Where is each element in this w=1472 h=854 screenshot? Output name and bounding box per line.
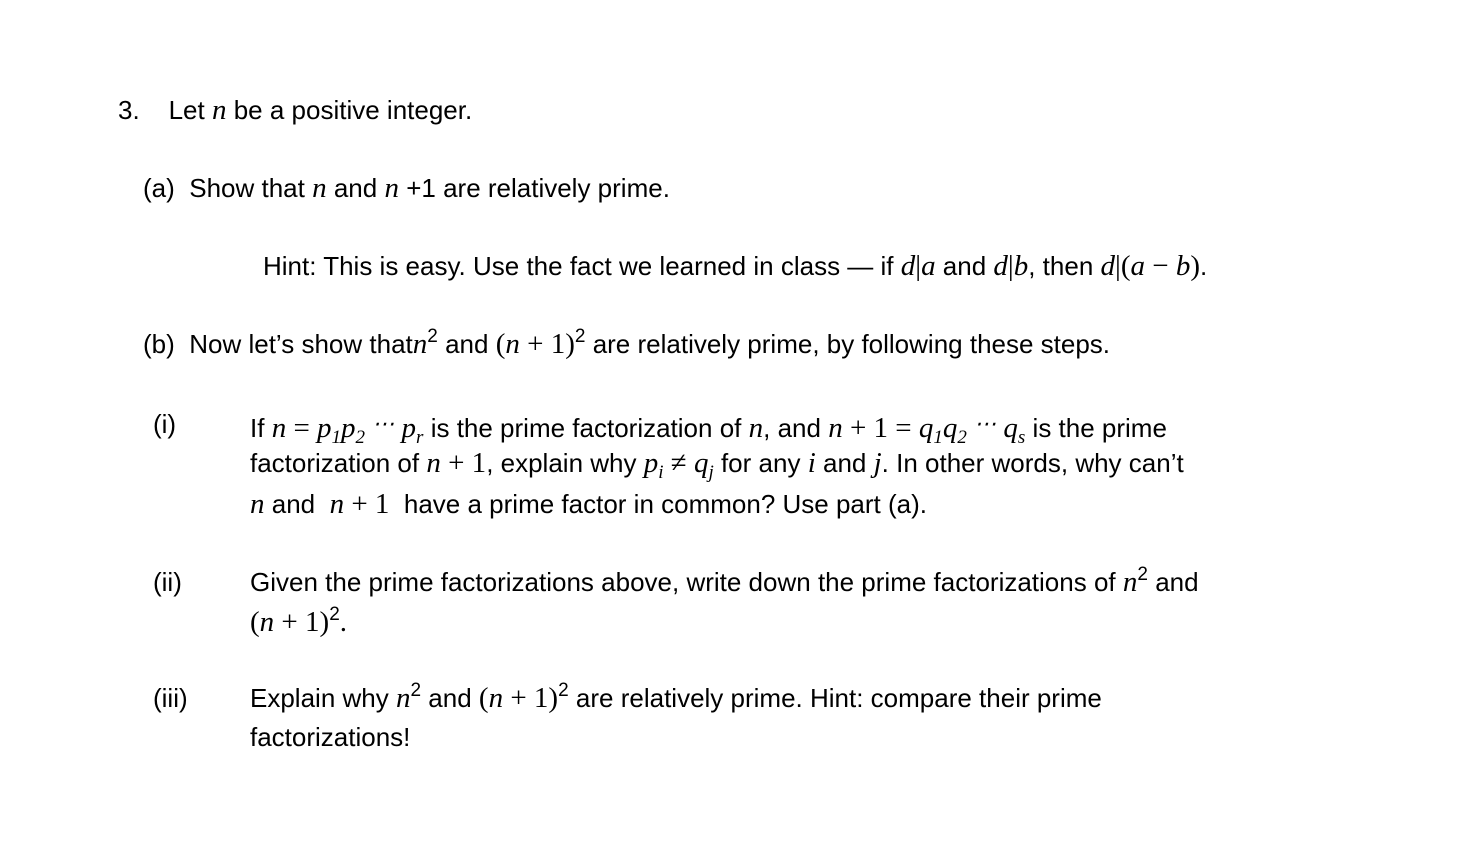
part-b-text: Now let’s show that — [189, 329, 413, 359]
math-p-neq-q: $p_i \ne q_j$ — [643, 447, 714, 483]
hint-text: Hint: This is easy. Use the fact we learned in class — if — [263, 251, 894, 281]
step-iii-line1 — [250, 678, 1102, 718]
step-i-line3 — [250, 484, 927, 524]
step-i-text: . In other words, why can’t — [881, 448, 1184, 478]
step-ii-text: and — [1155, 567, 1199, 597]
math-d-divides-b: d|b — [993, 250, 1029, 282]
math-i: i — [807, 447, 816, 479]
step-iii-line2: factorizations! — [250, 722, 411, 752]
step-i-label: (i) — [153, 409, 177, 439]
step-ii-text: Given the prime factorizations above, write down the prime factorizations of — [250, 567, 1116, 597]
step-ii-label: (ii) — [153, 567, 182, 597]
math-n-squared: $n^2$ — [395, 680, 422, 714]
math-n-plus-1: n + 1 — [426, 447, 487, 479]
problem-header — [118, 90, 472, 130]
step-i-text: is the prime factorization of — [430, 413, 742, 443]
step-ii-line2 — [250, 602, 347, 642]
math-n-plus-1: n + 1 — [329, 488, 390, 520]
part-a-hint — [263, 246, 1207, 286]
math-factorization-n: $n = p_1p_2$ ⋯ $p_r$ — [271, 411, 424, 448]
step-i-text: and — [822, 448, 867, 478]
math-n: n — [211, 94, 227, 126]
math-n: n — [748, 412, 764, 444]
step-iii-text: and — [428, 683, 472, 713]
math-n-plus-1-squared: $(n + 1)^2$ — [478, 680, 569, 714]
problem-intro: be a positive integer. — [233, 95, 473, 125]
hint-text: and — [942, 251, 987, 281]
step-ii-line1 — [250, 562, 1199, 602]
problem-let: Let — [168, 95, 205, 125]
step-i-text: , explain why — [486, 448, 637, 478]
part-b-label: (b) — [143, 329, 175, 359]
math-n: n — [312, 172, 327, 204]
step-i-text: If — [250, 413, 265, 443]
hint-end: . — [1200, 251, 1208, 281]
part-a — [143, 168, 670, 208]
step-i-line2 — [250, 443, 1184, 483]
part-b-text: are relatively prime, by following these steps. — [592, 329, 1111, 359]
math-j: j — [873, 447, 882, 479]
part-a-text: Show that — [189, 173, 305, 203]
step-i-line1 — [250, 404, 1167, 448]
step-iii-label: (iii) — [153, 683, 188, 713]
step-i-text: is the prime — [1032, 413, 1167, 443]
math-n-plus-1-squared: $(n + 1)^2$. — [250, 604, 348, 638]
step-iii-text: are relatively prime. Hint: compare their prime — [575, 683, 1102, 713]
math-n-squared: $n^2$ — [1122, 564, 1148, 598]
part-a-text: +1 are relatively prime. — [406, 173, 670, 203]
step-iii-text: Explain why — [250, 683, 389, 713]
math-d-divides-a: d|a — [900, 250, 936, 282]
part-a-label: (a) — [143, 173, 175, 203]
problem-number: 3. — [118, 95, 140, 125]
step-i-text: have a prime factor in common? Use part (a). — [403, 489, 927, 519]
math-factorization-n-plus-1: $n + 1 = q_1q_2$ ⋯ $q_s$ — [828, 411, 1026, 448]
step-i-text: , and — [763, 413, 821, 443]
math-n-plus-1-squared: $(n + 1)^2$ — [495, 326, 586, 360]
step-i-text: for any — [720, 448, 801, 478]
part-a-text: and — [333, 173, 378, 203]
step-i-text: factorization of — [250, 448, 420, 478]
math-n: n — [384, 172, 399, 204]
math-n-squared: $n^2$ — [412, 326, 438, 360]
math-n: n — [250, 488, 265, 520]
part-b — [143, 324, 1110, 364]
part-b-text: and — [445, 329, 489, 359]
step-i-text: and — [271, 489, 316, 519]
hint-text: , then — [1028, 251, 1094, 281]
math-d-divides-difference: d|(a − b) — [1100, 250, 1201, 282]
